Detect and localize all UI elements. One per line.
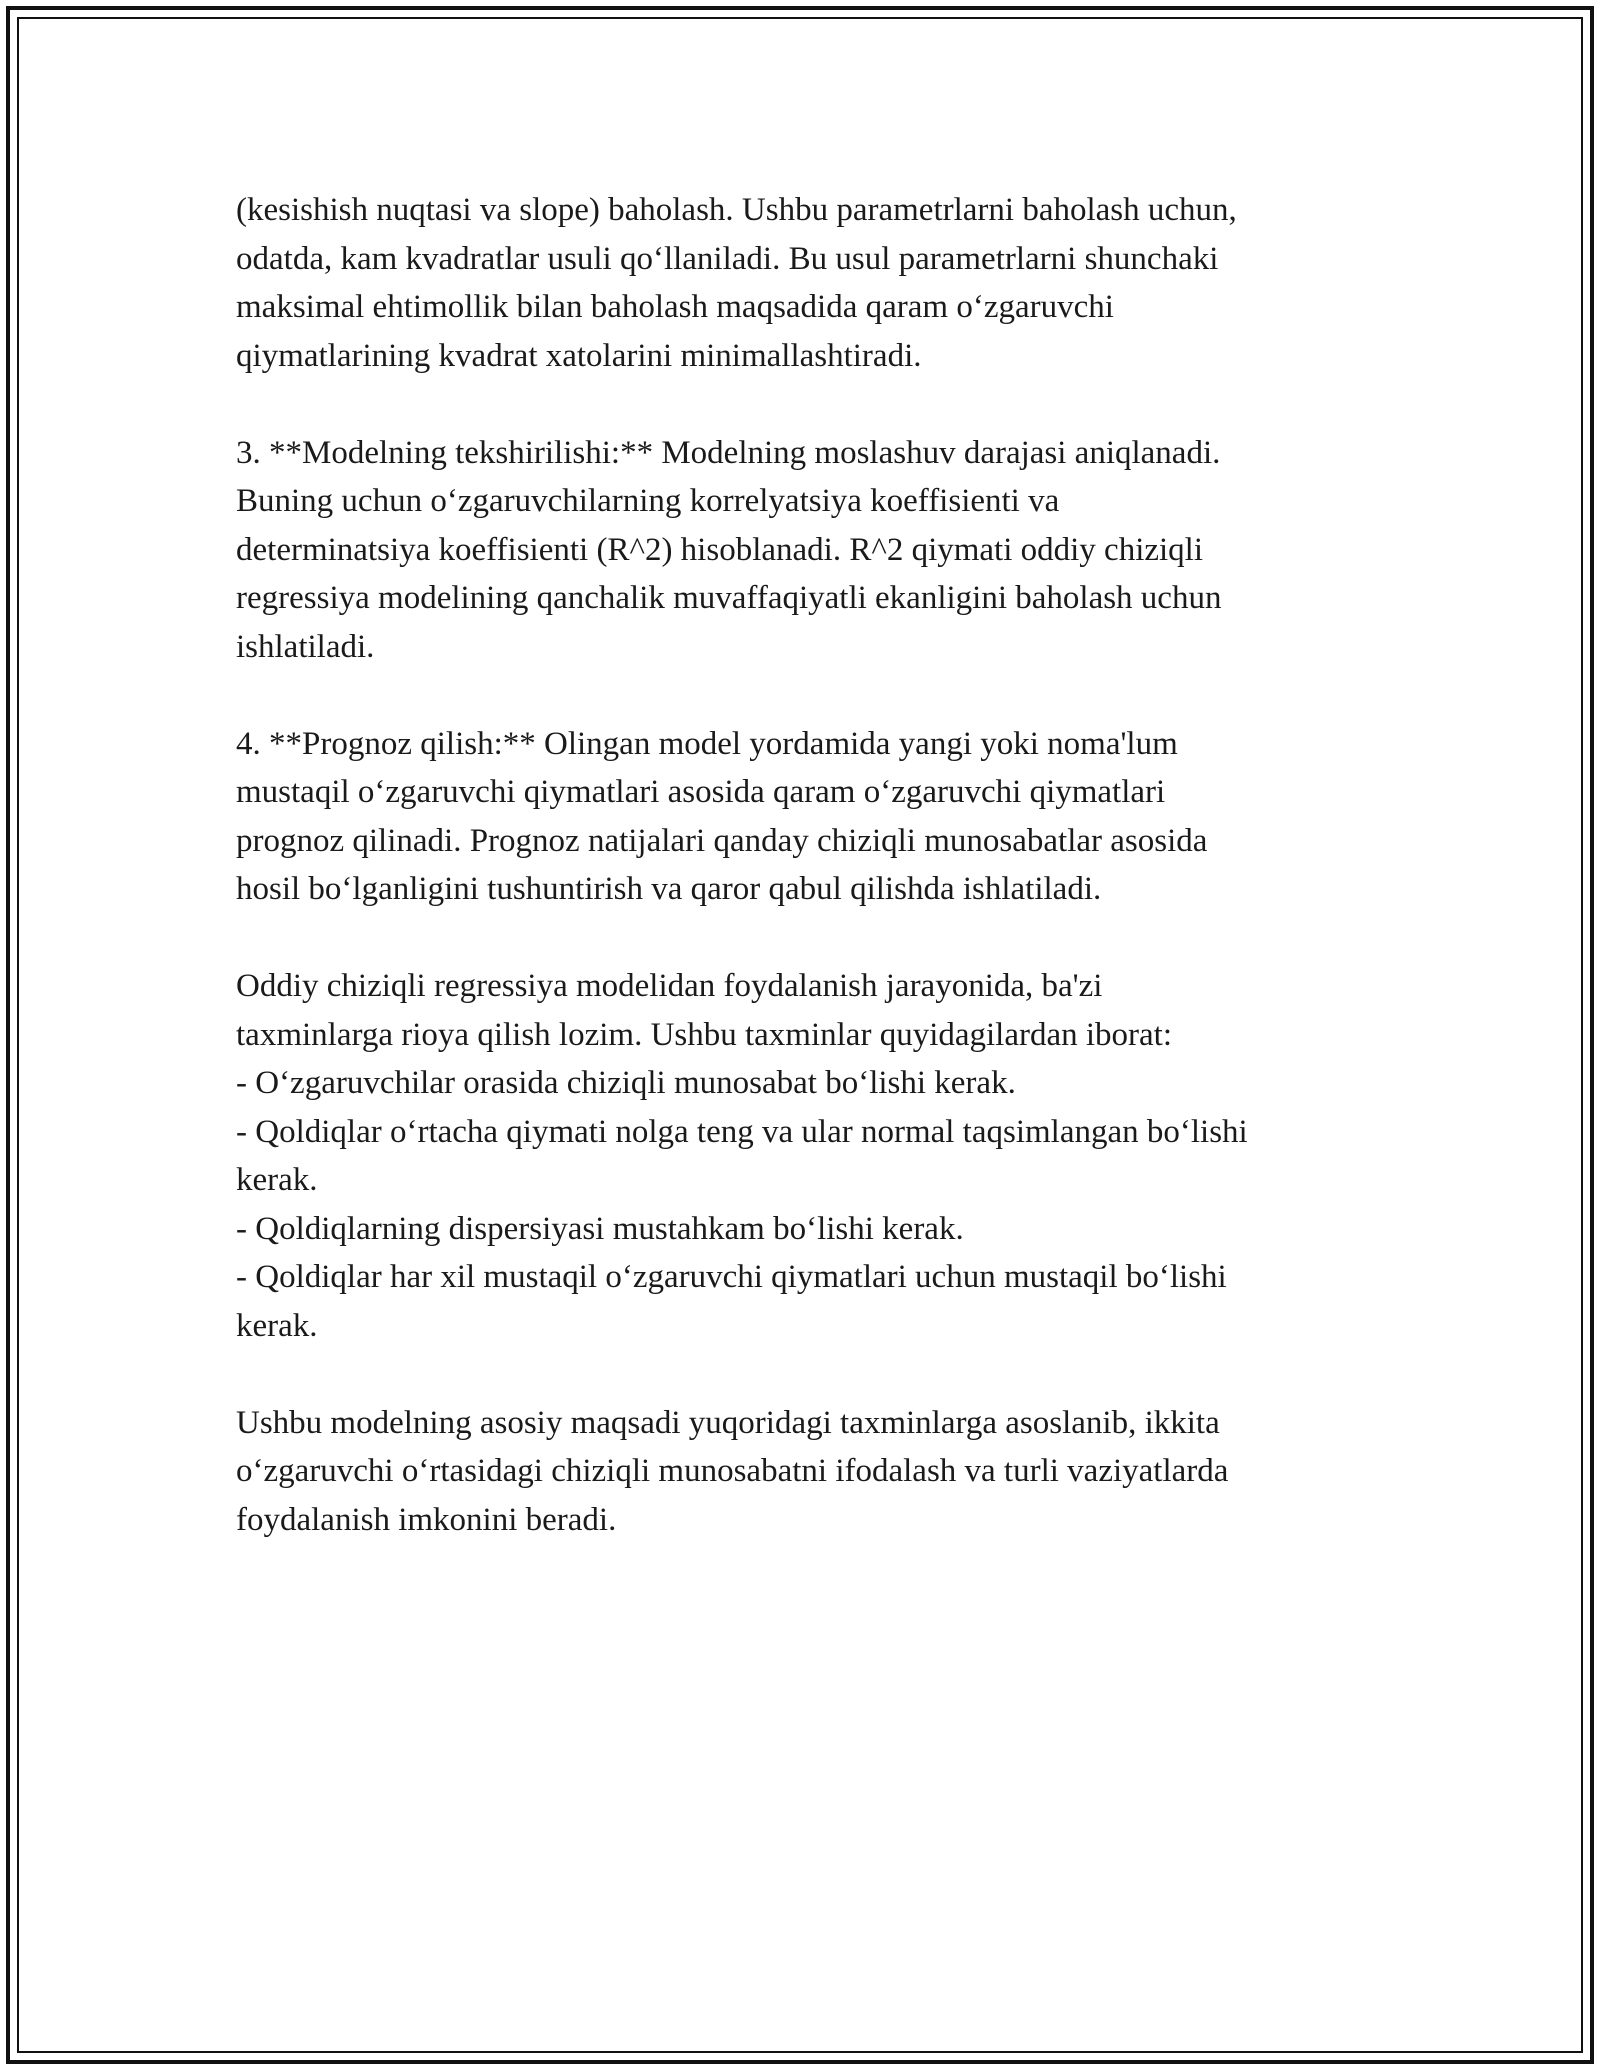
list-item: - Qoldiqlar o‘rtacha qiymati nolga teng va ular normal taqsimlangan bo‘lishi — [236, 1113, 1248, 1150]
list-item: - O‘zgaruvchilar orasida chiziqli munosabat bo‘lishi kerak. — [236, 1065, 1016, 1101]
list-item: - Qoldiqlar har xil mustaqil o‘zgaruvchi qiymatlari uchun mustaqil bo‘lishi — [236, 1259, 1227, 1295]
text-line: determinatsiya koeffisienti (R^2) hisoblanadi. R^2 qiymati oddiy chiziqli — [236, 531, 1204, 568]
text-line: hosil bo‘lganligini tushuntirish va qaror qabul qilishda ishlatiladi. — [236, 871, 1102, 907]
text-line: prognoz qilinadi. Prognoz natijalari qanday chiziqli munosabatlar asosida — [236, 822, 1208, 859]
text-line: regressiya modelining qanchalik muvaffaqiyatli ekanligini baholash uchun — [236, 580, 1222, 616]
text-line: (kesishish nuqtasi va slope) baholash. Ushbu parametrlarni baholash uchun, — [236, 192, 1237, 228]
list-item-continuation: kerak. — [236, 1162, 318, 1198]
text-line: 3. **Modelning tekshirilishi:** Modelning moslashuv darajasi aniqlanadi. — [236, 434, 1221, 471]
text-line: Buning uchun o‘zgaruvchilarning korrelyatsiya koeffisienti va — [236, 483, 1060, 519]
text-line: ishlatiladi. — [236, 628, 375, 665]
list-item: - Qoldiqlarning dispersiyasi mustahkam bo‘lishi kerak. — [236, 1210, 964, 1247]
paragraph-gap — [236, 671, 1396, 720]
text-line: taxminlarga rioya qilish lozim. Ushbu taxminlar quyidagilardan iborat: — [236, 1016, 1173, 1053]
text-line: foydalanish imkonini beradi. — [236, 1501, 617, 1538]
text-line: o‘zgaruvchi o‘rtasidagi chiziqli munosabatni ifodalash va turli vaziyatlarda — [236, 1453, 1229, 1489]
text-line: maksimal ehtimollik bilan baholash maqsadida qaram o‘zgaruvchi — [236, 289, 1114, 325]
document-body — [236, 186, 1396, 1544]
text-line: mustaqil o‘zgaruvchi qiymatlari asosida qaram o‘zgaruvchi qiymatlari — [236, 774, 1166, 810]
text-line: odatda, kam kvadratlar usuli qo‘llaniladi. Bu usul parametrlarni shunchaki — [236, 240, 1219, 277]
paragraph-gap — [236, 1350, 1396, 1399]
text-line: qiymatlarining kvadrat xatolarini minimallashtiradi. — [236, 337, 922, 374]
text-line: Ushbu modelning asosiy maqsadi yuqoridagi taxminlarga asoslanib, ikkita — [236, 1404, 1220, 1441]
paragraph-gap — [236, 914, 1396, 963]
text-line: Oddiy chiziqli regressiya modelidan foydalanish jarayonida, ba'zi — [236, 968, 1103, 1004]
text-line: 4. **Prognoz qilish:** Olingan model yordamida yangi yoki noma'lum — [236, 725, 1178, 762]
paragraph-gap — [236, 380, 1396, 429]
list-item-continuation: kerak. — [236, 1307, 318, 1344]
